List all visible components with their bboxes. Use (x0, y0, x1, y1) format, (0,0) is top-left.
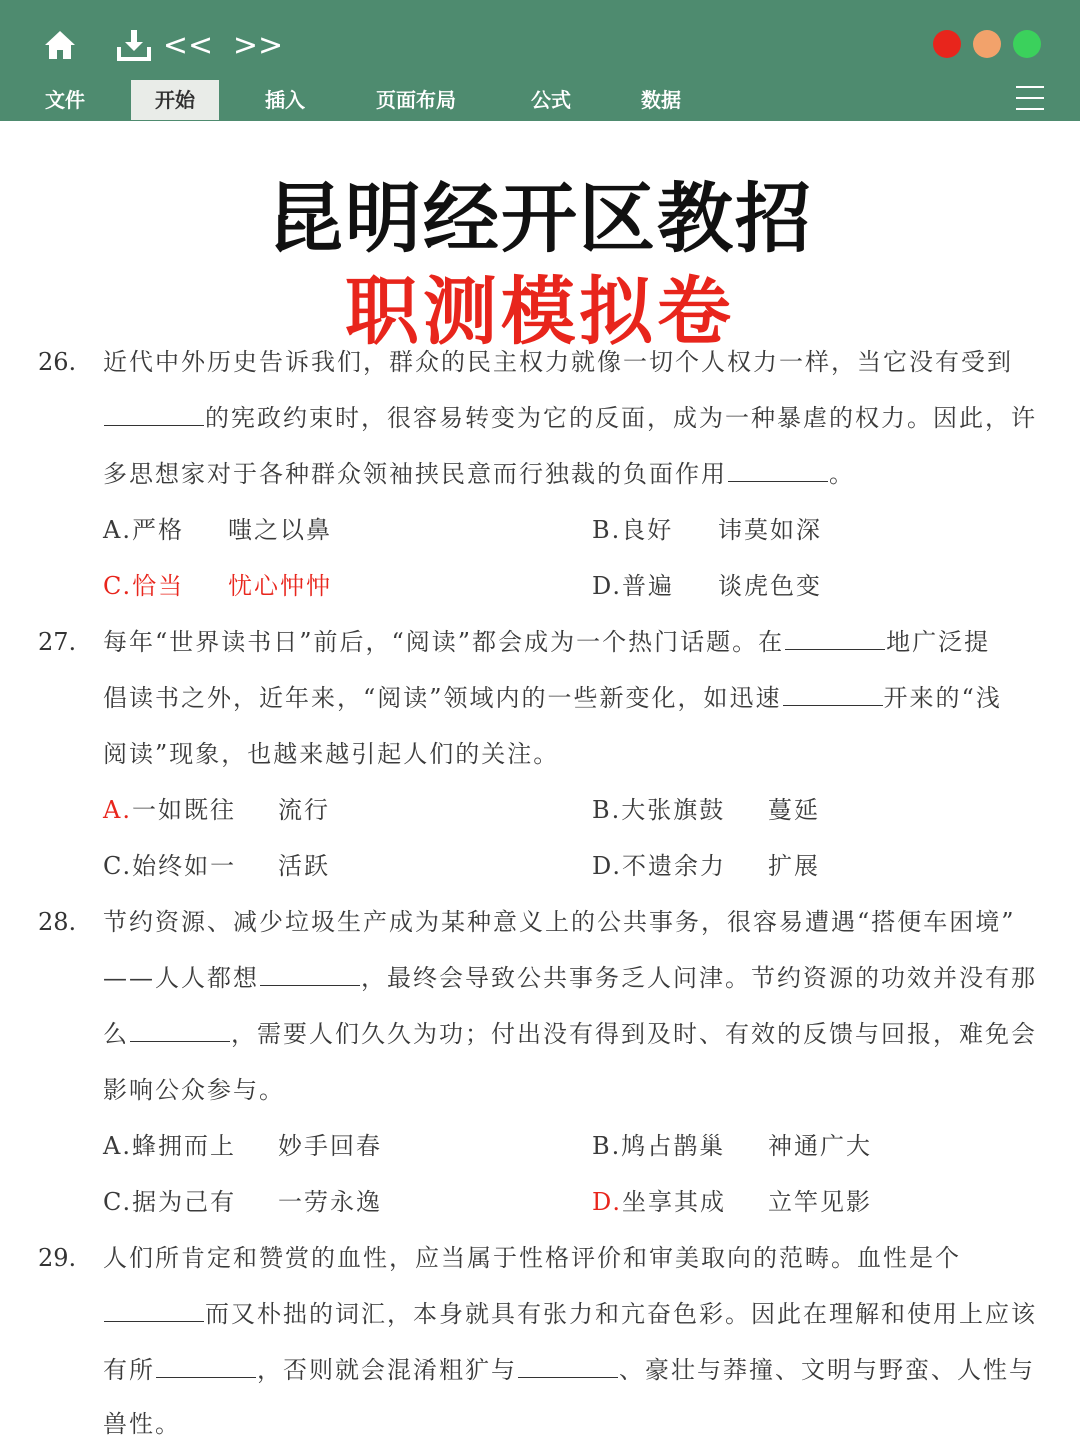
download-icon[interactable] (114, 26, 154, 64)
question-text-line: 的宪政约束时，很容易转变为它的反面，成为一种暴虐的权力。因此，许 (103, 402, 1037, 434)
option-d-word2: 扩展 (768, 852, 820, 880)
forward-icon[interactable]: >> (232, 27, 284, 63)
option-b-word2: 讳莫如深 (718, 516, 822, 544)
question-text-line: 阅读”现象，也越来越引起人们的关注。 (103, 740, 560, 768)
option-c-word2: 一劳永逸 (278, 1188, 382, 1216)
question-number: 28. (38, 908, 77, 936)
option-a-word2: 嗤之以鼻 (228, 516, 332, 544)
answer-blank (130, 1019, 230, 1042)
option-d-word2: 谈虎色变 (718, 572, 822, 600)
answer-blank (783, 683, 883, 706)
tab-formula[interactable]: 公式 (531, 88, 571, 112)
tab-home[interactable]: 开始 (131, 80, 219, 120)
option-a-correct[interactable]: A.一如既往 (103, 796, 236, 824)
option-b[interactable]: B.鸠占鹊巢 (592, 1132, 726, 1160)
question-text-line: 多思想家对于各种群众领袖挟民意而行独裁的负面作用 。 (103, 460, 855, 488)
question-text-line: 倡读书之外，近年来，“阅读”领域内的一些新变化，如迅速 开来的“浅 (103, 684, 1002, 712)
question-text-line: 近代中外历史告诉我们，群众的民主权力就像一切个人权力一样，当它没有受到 (103, 348, 1013, 376)
option-b-word2: 蔓延 (768, 796, 820, 824)
page-title: 昆明经开区教招 (267, 174, 813, 263)
option-c[interactable]: C.始终如一 (103, 852, 237, 880)
question-text-line: 每年“世界读书日”前后，“阅读”都会成为一个热门话题。在 地广泛提 (103, 628, 991, 656)
question-number: 26. (38, 348, 77, 376)
question-text-line: 有所 ，否则就会混淆粗犷与 、豪壮与莽撞、文明与野蛮、人性与 (103, 1356, 1035, 1384)
option-a[interactable]: A.蜂拥而上 (103, 1132, 236, 1160)
home-icon[interactable] (40, 26, 80, 64)
question-number: 27. (38, 628, 77, 656)
question-number: 29. (38, 1244, 77, 1272)
question-text-line: 节约资源、减少垃圾生产成为某种意义上的公共事务，很容易遭遇“搭便车困境” (103, 908, 1016, 936)
close-window-dot[interactable] (933, 30, 961, 58)
option-a-word2: 妙手回春 (278, 1132, 382, 1160)
option-a[interactable]: A.严格 (103, 516, 184, 544)
option-b-word2: 神通广大 (768, 1132, 872, 1160)
answer-blank (104, 403, 204, 426)
question-text-line: 么 ，需要人们久久为功；付出没有得到及时、有效的反馈与回报，难免会 (103, 1020, 1037, 1048)
question-text-line: 而又朴拙的词汇，本身就具有张力和亢奋色彩。因此在理解和使用上应该 (103, 1298, 1037, 1330)
question-text-line: ——人人都想 ，最终会导致公共事务乏人问津。节约资源的功效并没有那 (103, 964, 1037, 992)
tab-page-layout[interactable]: 页面布局 (376, 88, 456, 112)
option-b[interactable]: B.大张旗鼓 (592, 796, 726, 824)
option-d[interactable]: D.普遍 (592, 572, 675, 600)
question-text-line: 人们所肯定和赞赏的血性，应当属于性格评价和审美取向的范畴。血性是个 (103, 1244, 961, 1272)
hamburger-menu-icon[interactable] (1016, 86, 1044, 112)
back-icon[interactable]: << (162, 27, 214, 63)
app-toolbar (0, 0, 1080, 121)
option-d-correct[interactable]: D.坐享其成 (592, 1188, 727, 1216)
answer-blank (260, 963, 360, 986)
option-c-correct[interactable]: C.恰当 (103, 572, 185, 600)
maximize-window-dot[interactable] (1013, 30, 1041, 58)
answer-blank (104, 1299, 204, 1322)
option-c-word2: 活跃 (278, 852, 330, 880)
option-d[interactable]: D.不遗余力 (592, 852, 727, 880)
option-d-word2: 立竿见影 (768, 1188, 872, 1216)
question-text-line: 兽性。 (103, 1410, 181, 1438)
answer-blank (728, 459, 828, 482)
tab-data[interactable]: 数据 (641, 88, 681, 112)
answer-blank (156, 1355, 256, 1378)
option-c[interactable]: C.据为己有 (103, 1188, 237, 1216)
answer-blank (518, 1355, 618, 1378)
question-text-line: 影响公众参与。 (103, 1076, 285, 1104)
option-b[interactable]: B.良好 (592, 516, 674, 544)
tab-insert[interactable]: 插入 (265, 88, 305, 112)
answer-blank (785, 627, 885, 650)
option-a-word2: 流行 (278, 796, 330, 824)
tab-file[interactable]: 文件 (45, 88, 85, 112)
minimize-window-dot[interactable] (973, 30, 1001, 58)
option-c-word2: 忧心忡忡 (228, 572, 332, 600)
page-subtitle: 职测模拟卷 (345, 269, 735, 355)
